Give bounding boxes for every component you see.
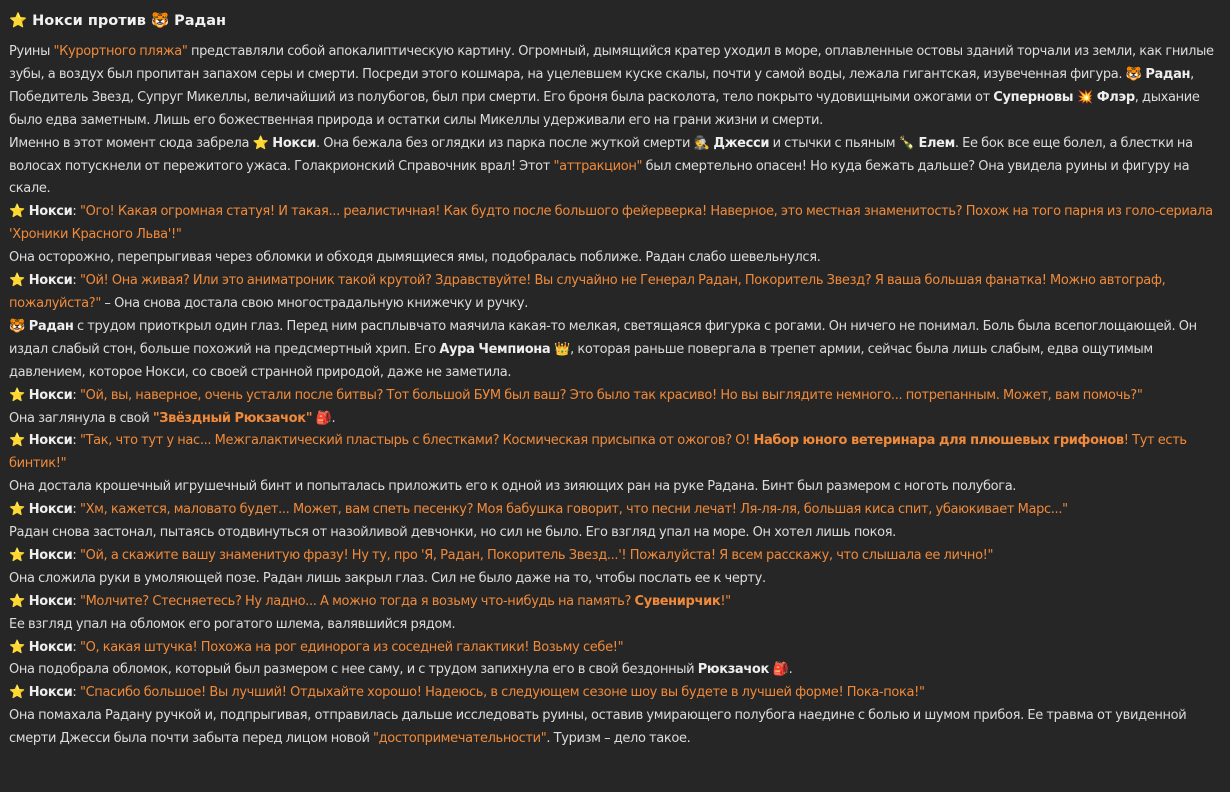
paragraph-20 xyxy=(9,705,1221,751)
text: – Она снова достала свою многострадальную книжечку и ручку. xyxy=(100,295,529,311)
paragraph-4 xyxy=(9,247,1221,270)
quote-text: "аттракцион" xyxy=(553,158,643,174)
paragraph-8 xyxy=(9,408,1221,431)
item-name-vet-kit: Набор юного ветеринара для плюшевых грифонов xyxy=(753,433,1124,449)
aura-name: Аура Чемпиона xyxy=(439,341,555,357)
star-icon: ⭐ xyxy=(9,387,25,403)
paragraph-12 xyxy=(9,522,1221,545)
character-name-noxi: Нокси xyxy=(24,387,73,403)
character-name-supernova: Суперновы xyxy=(993,89,1078,105)
character-name-jessie: Джесси xyxy=(709,135,770,151)
tiger-icon: 🐯 xyxy=(151,13,170,29)
text: : xyxy=(72,547,80,563)
title-text-noxi: Нокси против xyxy=(27,13,151,29)
dialogue-quote: ! Тут есть бинтик!" xyxy=(9,433,1187,472)
character-name-radan: Радан xyxy=(1141,66,1191,82)
text: . xyxy=(331,410,336,426)
paragraph-3 xyxy=(9,201,1221,247)
text: . Ее бок все еще болел, а блестки на волосах потускнели от пережитого ужаса. Голакрионский Справочник врал! Этот xyxy=(9,135,1193,174)
paragraph-16 xyxy=(9,614,1221,637)
text: : xyxy=(72,273,80,289)
item-name-souvenir: Сувенирчик xyxy=(634,593,721,609)
title-text-radan: Радан xyxy=(169,13,227,29)
dialogue-quote: "Ого! Какая огромная статуя! И такая... реалистичная! Как будто после большого фейерверка! Наверное, это местная знаменитость? Похож на того парня из голо-сериала 'Хроники Красного Льва'!" xyxy=(9,204,1213,243)
star-icon: ⭐ xyxy=(252,135,269,151)
text: , Победитель Звезд, Супруг Микеллы, величайший из полубогов, был при смерти. Его броня была расколота, тело покрыто чудовищными ожогами от xyxy=(9,66,1194,105)
dialogue-quote: "Ой, а скажите вашу знаменитую фразу! Ну ту, про 'Я, Радан, Покоритель Звезд...'! Пожалуйста! Я всем расскажу, что слышала ее лично!" xyxy=(79,547,994,563)
dialogue-quote: !" xyxy=(720,593,731,609)
item-name-backpack: "Звёздный Рюкзачок" xyxy=(152,410,313,426)
text: Она заглянула в свой xyxy=(9,410,153,426)
paragraph-14 xyxy=(9,568,1221,591)
dialogue-quote: "Ой, вы, наверное, очень устали после битвы? Тот большой БУМ был ваш? Это было так красиво! Но вы выглядите немного... потрепанным. Может, вам помочь?" xyxy=(79,387,1143,403)
text: Она помахала Радану ручкой и, подпрыгивая, отправилась дальше исследовать руины, оставив умирающего полубога наедине с болью и шумом прибоя. Ее травма от увиденной смерти Джесси была почти забыта перед лицом новой xyxy=(9,708,1187,747)
paragraph-15 xyxy=(9,591,1221,614)
text: . xyxy=(788,662,793,678)
paragraph-13 xyxy=(9,545,1221,568)
text: . Она бежала без оглядки из парка после жуткой смерти xyxy=(316,135,694,151)
paragraph-17 xyxy=(9,637,1221,660)
text: : xyxy=(72,387,80,403)
dialogue-quote: "Так, что тут у нас... Межгалактический пластырь с блестками? Космическая присыпка от ожогов? О! xyxy=(79,433,754,449)
character-name-noxi: Нокси xyxy=(268,135,316,151)
character-name-noxi: Нокси xyxy=(24,273,73,289)
dialogue-quote: "Молчите? Стесняетесь? Ну ладно... А можно тогда я возьму что-нибудь на память? xyxy=(79,593,635,609)
text: Ее взгляд упал на обломок его рогатого шлема, валявшийся рядом. xyxy=(9,616,456,632)
tiger-icon: 🐯 xyxy=(1125,66,1142,82)
character-name-flare: Флэр xyxy=(1092,89,1135,105)
character-name-el: Елем xyxy=(914,135,955,151)
text: : xyxy=(72,204,80,220)
text: Она осторожно, перепрыгивая через обломки и обходя дымящиеся ямы, подобралась поближе. Радан слабо шевельнулся. xyxy=(9,250,821,266)
character-name-noxi: Нокси xyxy=(24,639,73,655)
character-name-radan: Радан xyxy=(24,318,74,334)
star-icon: ⭐ xyxy=(9,433,25,449)
text: Она достала крошечный игрушечный бинт и попыталась приложить его к одной из зияющих ран на руке Радана. Бинт был размером с ноготь полубога. xyxy=(9,479,1017,495)
dialogue-quote: "Ой! Она живая? Или это аниматроник такой крутой? Здравствуйте! Вы случайно не Генерал Радан, Покоритель Звезд? Я ваша большая фанатка! Можно автограф, пожалуйста?" xyxy=(9,273,1166,311)
text: , которая раньше повергала в трепет армии, сейчас была лишь слабым, едва ощутимым давлением, которое Нокси, со своей странной природой, даже не заметила. xyxy=(9,341,1153,380)
text: Радан снова застонал, пытаясь отодвинуться от назойливой девчонки, но сил не было. Его взгляд упал на море. Он хотел лишь покоя. xyxy=(9,525,896,541)
dialogue-quote: "Хм, кажется, маловато будет... Может, вам спеть песенку? Моя бабушка говорит, что песни лечат! Ля-ля-ля, большая киса спит, убаюкивает Марс..." xyxy=(79,502,1068,518)
dialogue-quote: "О, какая штучка! Похожа на рог единорога из соседней галактики! Возьму себе!" xyxy=(79,639,624,655)
paragraph-9 xyxy=(9,430,1221,476)
star-icon: ⭐ xyxy=(9,639,25,655)
character-name-noxi: Нокси xyxy=(24,547,73,563)
paragraph-10 xyxy=(9,476,1221,499)
paragraph-11 xyxy=(9,499,1221,522)
star-icon: ⭐ xyxy=(9,502,25,518)
paragraph-5 xyxy=(9,270,1221,316)
explosion-icon: 💥 xyxy=(1077,89,1093,105)
text: представляли собой апокалиптическую картину. Огромный, дымящийся кратер уходил в море, оплавленные остовы зданий торчали из земли, как гнилые зубы, а воздух был пропитан запахом серы и смерти. Посреди этого кошмара, на уцелевшем куске скалы, почти у самой воды, лежала гигантская, изувеченная фигура. xyxy=(9,44,1214,82)
tiger-icon: 🐯 xyxy=(9,318,25,334)
paragraph-7 xyxy=(9,385,1221,408)
text: : xyxy=(72,685,80,701)
character-name-noxi: Нокси xyxy=(24,685,73,701)
crown-icon: 👑 xyxy=(554,341,571,357)
paragraph-19 xyxy=(9,682,1221,705)
text: : xyxy=(72,433,80,449)
text: Она подобрала обломок, который был размером с нее саму, и с трудом запихнула его в свой бездонный xyxy=(9,662,698,678)
text: . Туризм – дело такое. xyxy=(546,731,691,747)
backpack-icon: 🎒 xyxy=(772,662,789,678)
star-icon: ⭐ xyxy=(9,547,25,563)
text: Руины xyxy=(9,44,54,59)
quote-text: "Курортного пляжа" xyxy=(53,44,188,59)
paragraph-1 xyxy=(9,41,1221,133)
character-name-noxi: Нокси xyxy=(24,433,73,449)
text: : xyxy=(72,593,80,609)
text: был смертельно опасен! Но куда бежать дальше? Она увидела руины и фигуру на скале. xyxy=(9,158,1190,197)
text: , дыхание было едва заметным. Лишь его божественная природа и остатки силы Микеллы удерживали его на грани жизни и смерти. xyxy=(9,89,1200,128)
text: и стычки с пьяным xyxy=(769,135,899,151)
detective-icon: 🕵 xyxy=(693,135,710,151)
paragraph-6 xyxy=(9,316,1221,385)
paragraph-2 xyxy=(9,133,1221,202)
story-title xyxy=(9,9,1221,33)
text: Она сложила руки в умоляющей позе. Радан лишь закрыл глаз. Сил не было даже на то, чтобы послать ее к черту. xyxy=(9,570,766,586)
text: : xyxy=(72,639,80,655)
dialogue-quote: "Спасибо большое! Вы лучший! Отдыхайте хорошо! Надеюсь, в следующем сезоне шоу вы будете в лучшей форме! Пока-пока!" xyxy=(79,685,925,701)
star-icon: ⭐ xyxy=(9,685,25,701)
star-icon: ⭐ xyxy=(9,593,25,609)
paragraph-18 xyxy=(9,659,1221,682)
quote-text: "достопримечательности" xyxy=(373,731,547,747)
text: Именно в этот момент сюда забрела xyxy=(9,135,253,151)
backpack-icon: 🎒 xyxy=(312,410,332,426)
item-name-backpack: Рюкзачок xyxy=(697,662,773,678)
star-icon: ⭐ xyxy=(9,204,25,220)
text: с трудом приоткрыл один глаз. Перед ним расплывчато маячила какая-то мелкая, светящаяся фигурка с рогами. Он ничего не понимал. Боль была всепоглощающей. Он издал слабый стон, больше похожий на предсмертный хрип. Его xyxy=(9,318,1197,357)
star-icon: ⭐ xyxy=(9,13,28,29)
character-name-noxi: Нокси xyxy=(24,204,73,220)
bottle-icon: 🍾 xyxy=(898,135,915,151)
text: : xyxy=(72,502,80,518)
character-name-noxi: Нокси xyxy=(24,593,73,609)
character-name-noxi: Нокси xyxy=(24,502,73,518)
star-icon: ⭐ xyxy=(9,273,25,289)
